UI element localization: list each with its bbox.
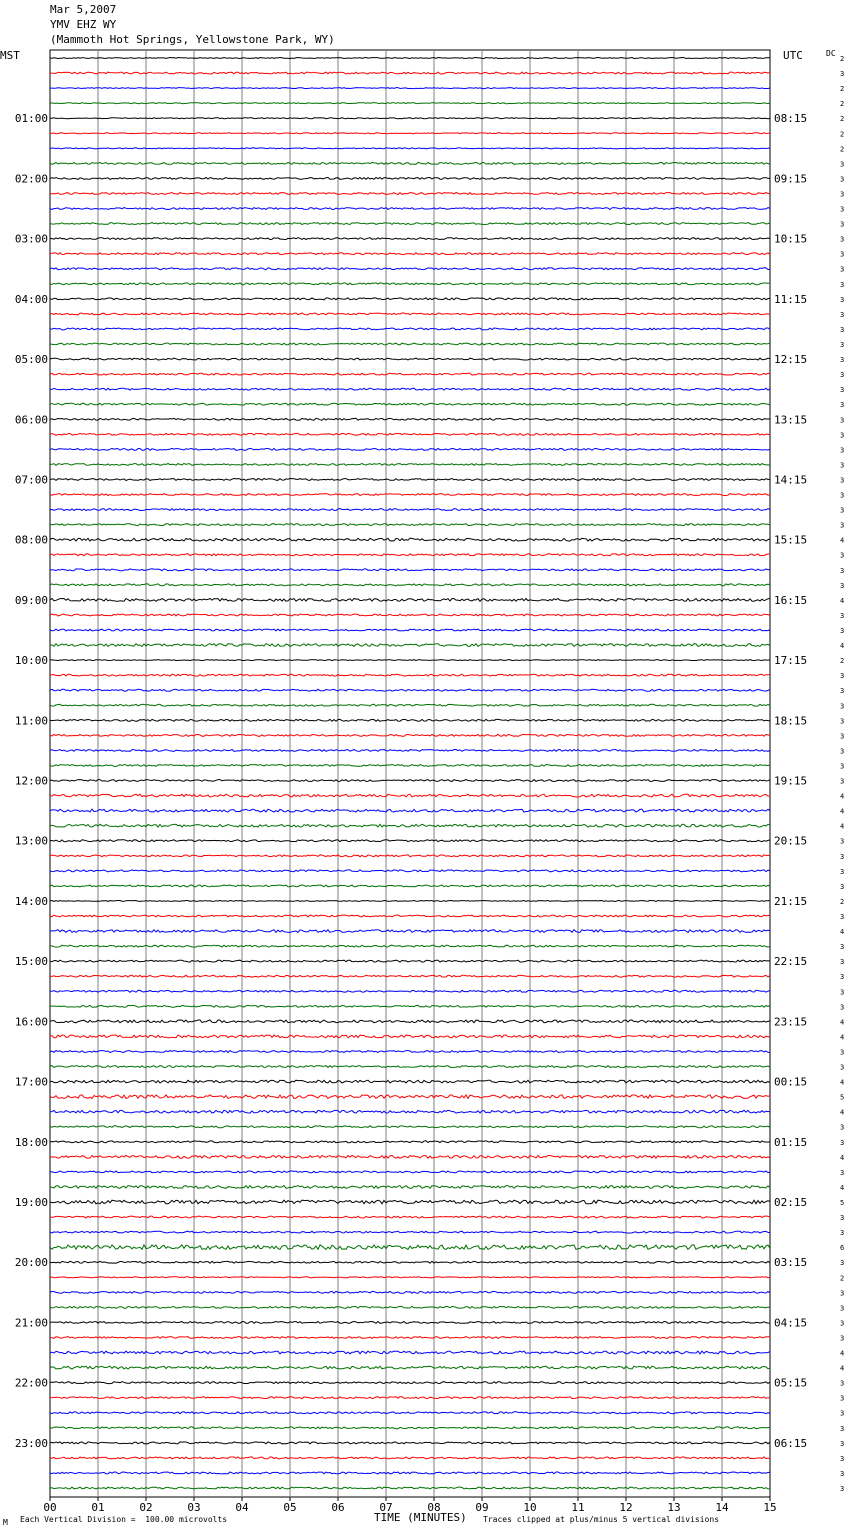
trace-line [50, 780, 770, 782]
dc-offset-value: 3 [840, 1394, 845, 1403]
utc-hour-label: 21:15 [774, 894, 808, 908]
trace-line [50, 1306, 770, 1308]
dc-offset-value: 3 [840, 762, 845, 771]
trace-line [50, 1277, 770, 1278]
trace-line [50, 885, 770, 887]
utc-hour-label: 01:15 [774, 1135, 808, 1149]
utc-hour-label: 09:15 [774, 172, 808, 186]
dc-offset-value: 3 [840, 1259, 845, 1268]
x-tick-label: 06 [331, 1501, 345, 1514]
mst-hour-label: 07:00 [14, 473, 48, 487]
utc-axis-label: UTC [783, 49, 803, 62]
trace-line [50, 538, 770, 541]
trace-line [50, 584, 770, 586]
dc-offset-value: 3 [840, 627, 845, 635]
dc-offset-value: 2 [840, 55, 845, 63]
mst-hour-label: 06:00 [14, 413, 48, 427]
x-tick-label: 05 [283, 1501, 297, 1514]
trace-line [50, 930, 770, 933]
dc-offset-value: 3 [840, 672, 845, 681]
mst-hour-label: 10:00 [14, 654, 48, 668]
dc-offset-value: 3 [840, 416, 845, 425]
scale-note: Each Vertical Division = 100.00 microvolts [20, 1515, 228, 1524]
dc-offset-value: 4 [840, 1018, 845, 1027]
trace-line [50, 915, 770, 917]
dc-offset-value: 4 [840, 1033, 845, 1042]
dc-offset-value: 3 [840, 205, 845, 214]
dc-offset-value: 3 [840, 1063, 845, 1072]
dc-offset-value: 3 [840, 1454, 845, 1463]
mst-hour-label: 04:00 [14, 292, 48, 306]
trace-line [50, 358, 770, 360]
trace-line [50, 72, 770, 74]
dc-offset-value: 3 [840, 521, 845, 530]
mst-hour-label: 02:00 [14, 172, 48, 186]
plot-frame [50, 50, 770, 1497]
mst-hour-label: 17:00 [14, 1075, 48, 1089]
dc-offset-value: 3 [840, 386, 845, 395]
dc-offset-value: 4 [840, 1078, 845, 1087]
x-tick-label: 02 [139, 1501, 153, 1514]
trace-line [50, 418, 770, 420]
trace-line [50, 1141, 770, 1143]
trace-line [50, 1337, 770, 1339]
x-tick-label: 11 [571, 1501, 585, 1514]
dc-offset-value: 5 [840, 1199, 845, 1207]
dc-offset-value: 3 [840, 310, 845, 319]
trace-line [50, 765, 770, 767]
mst-hour-label: 03:00 [14, 232, 48, 246]
trace-line [50, 840, 770, 842]
utc-hour-label: 11:15 [774, 292, 808, 306]
dc-offset-value: 3 [840, 446, 845, 455]
dc-offset-value: 3 [840, 1168, 845, 1177]
dc-offset-value: 4 [840, 1108, 845, 1117]
trace-line [50, 223, 770, 225]
station-label: YMV EHZ WY [50, 18, 117, 31]
trace-line [50, 1291, 770, 1293]
dc-offset-value: 3 [840, 988, 845, 997]
dc-offset-value: 3 [840, 867, 845, 876]
dc-offset-value: 3 [840, 1439, 845, 1448]
trace-line [50, 1095, 770, 1099]
trace-line [50, 1126, 770, 1128]
utc-hour-label: 08:15 [774, 112, 808, 126]
dc-offset-value: 3 [840, 852, 845, 861]
trace-line [50, 238, 770, 240]
x-tick-label: 00 [43, 1501, 57, 1514]
trace-line [50, 1005, 770, 1007]
x-tick-label: 13 [667, 1501, 681, 1514]
x-tick-label: 10 [523, 1501, 537, 1514]
dc-offset-value: 3 [840, 265, 845, 274]
dc-offset-value: 2 [840, 115, 845, 124]
utc-hour-label: 04:15 [774, 1316, 808, 1330]
dc-offset-value: 5 [840, 1093, 845, 1102]
dc-offset-value: 3 [840, 1138, 845, 1147]
dc-offset-value: 3 [840, 70, 845, 79]
utc-hour-label: 15:15 [774, 533, 808, 547]
trace-line [50, 990, 770, 992]
trace-line [50, 1457, 770, 1459]
trace-line [50, 524, 770, 526]
x-tick-label: 12 [619, 1501, 633, 1514]
dc-offset-value: 3 [840, 1409, 845, 1418]
dc-offset-value: 4 [840, 1349, 845, 1358]
utc-hour-label: 03:15 [774, 1256, 808, 1270]
trace-line [50, 433, 770, 435]
x-tick-label: 15 [763, 1501, 777, 1514]
trace-line [50, 1110, 770, 1113]
dc-offset-value: 3 [840, 1379, 845, 1388]
dc-offset-value: 2 [840, 130, 845, 139]
trace-line [50, 448, 770, 450]
trace-line [50, 479, 770, 481]
dc-offset-value: 3 [840, 973, 845, 982]
trace-line [50, 162, 770, 164]
dc-offset-value: 3 [840, 250, 845, 259]
utc-hour-label: 06:15 [774, 1436, 808, 1450]
dc-offset-value: 3 [840, 702, 845, 711]
trace-line [50, 599, 770, 602]
mst-hour-label: 22:00 [14, 1376, 48, 1390]
dc-offset-value: 3 [840, 371, 845, 380]
x-axis-label: TIME (MINUTES) [374, 1511, 467, 1524]
utc-hour-label: 02:15 [774, 1196, 808, 1209]
utc-hour-label: 17:15 [774, 654, 808, 668]
trace-line [50, 1245, 770, 1250]
date-label: Mar 5,2007 [50, 3, 117, 16]
trace-line [50, 809, 770, 812]
dc-offset-value: 3 [840, 581, 845, 590]
trace-line [50, 58, 770, 59]
dc-offset-value: 3 [840, 341, 845, 349]
x-tick-label: 14 [715, 1501, 729, 1514]
dc-offset-value: 3 [840, 220, 845, 229]
dc-offset-value: 3 [840, 551, 845, 560]
trace-line [50, 1472, 770, 1474]
dc-offset-value: 3 [840, 943, 845, 952]
dc-offset-value: 4 [840, 1364, 845, 1373]
trace-line [50, 689, 770, 691]
corner-mark: M [3, 1518, 8, 1527]
dc-offset-value: 3 [840, 1469, 845, 1478]
trace-line [50, 283, 770, 285]
trace-line [50, 103, 770, 104]
trace-line [50, 1412, 770, 1414]
trace-line [50, 464, 770, 466]
trace-line [50, 328, 770, 330]
mst-hour-label: 08:00 [14, 533, 48, 547]
location-label: (Mammoth Hot Springs, Yellowstone Park, WY) [50, 33, 335, 46]
dc-offset-value: 3 [840, 1334, 845, 1343]
utc-hour-label: 00:15 [774, 1075, 808, 1089]
x-tick-label: 08 [427, 1501, 441, 1514]
utc-hour-label: 14:15 [774, 473, 808, 487]
mst-hour-label: 21:00 [14, 1316, 48, 1330]
dc-offset-value: 3 [840, 476, 845, 485]
trace-line [50, 614, 770, 616]
dc-offset-value: 2 [840, 100, 845, 109]
trace-line [50, 88, 770, 89]
trace-line [50, 824, 770, 827]
dc-offset-value: 3 [840, 461, 845, 470]
dc-offset-value: 3 [840, 280, 845, 289]
dc-offset-value: 3 [840, 1424, 845, 1433]
dc-offset-value: 3 [840, 1003, 845, 1012]
trace-line [50, 1020, 770, 1023]
mst-hour-label: 19:00 [14, 1196, 48, 1209]
trace-line [50, 1156, 770, 1159]
trace-line [50, 118, 770, 119]
dc-offset-value: 4 [840, 536, 845, 545]
mst-hour-label: 18:00 [14, 1135, 48, 1149]
mst-hour-label: 16:00 [14, 1015, 48, 1029]
dc-offset-value: 2 [840, 1274, 845, 1283]
dc-offset-value: 3 [840, 611, 845, 620]
trace-line [50, 750, 770, 752]
dc-offset-value: 3 [840, 235, 845, 244]
dc-offset-value: 3 [840, 1304, 845, 1313]
dc-offset-value: 3 [840, 717, 845, 726]
dc-offset-value: 3 [840, 356, 845, 365]
dc-offset-value: 3 [840, 325, 845, 334]
dc-offset-value: 4 [840, 822, 845, 831]
dc-offset-value: 2 [840, 657, 845, 666]
mst-hour-label: 12:00 [14, 774, 48, 788]
trace-line [50, 855, 770, 857]
utc-hour-label: 23:15 [774, 1015, 808, 1029]
x-tick-label: 09 [475, 1501, 489, 1514]
dc-offset-value: 3 [840, 777, 845, 786]
trace-line [50, 494, 770, 496]
mst-hour-label: 09:00 [14, 593, 48, 607]
utc-hour-label: 12:15 [774, 353, 808, 367]
dc-offset-value: 3 [840, 566, 845, 575]
mst-hour-label: 13:00 [14, 834, 48, 848]
trace-line [50, 1427, 770, 1429]
mst-hour-label: 23:00 [14, 1436, 48, 1450]
dc-offset-value: 3 [840, 882, 845, 891]
trace-line [50, 674, 770, 676]
trace-line [50, 1261, 770, 1263]
trace-line [50, 1080, 770, 1083]
trace-line [50, 1397, 770, 1399]
mst-hour-label: 20:00 [14, 1256, 48, 1270]
trace-line [50, 554, 770, 556]
trace-line [50, 1322, 770, 1324]
mst-hour-label: 15:00 [14, 955, 48, 969]
x-tick-label: 07 [379, 1501, 393, 1514]
dc-offset-value: 3 [840, 732, 845, 741]
dc-offset-value: 4 [840, 928, 845, 937]
trace-line [50, 313, 770, 315]
x-tick-label: 04 [235, 1501, 249, 1514]
utc-hour-label: 05:15 [774, 1376, 808, 1390]
utc-hour-label: 19:15 [774, 774, 808, 788]
dc-offset-value: 3 [840, 295, 845, 304]
trace-line [50, 1051, 770, 1053]
trace-line [50, 1200, 770, 1204]
dc-offset-value: 3 [840, 431, 845, 440]
clip-note: Traces clipped at plus/minus 5 vertical divisions [483, 1515, 720, 1524]
dc-offset-value: 3 [840, 1319, 845, 1328]
x-tick-label: 01 [91, 1501, 105, 1514]
trace-line [50, 1216, 770, 1218]
dc-offset-value: 2 [840, 85, 845, 94]
trace-line [50, 193, 770, 195]
trace-line [50, 298, 770, 300]
trace-line [50, 403, 770, 405]
trace-line [50, 1366, 770, 1369]
utc-hour-label: 20:15 [774, 834, 808, 848]
trace-line [50, 133, 770, 134]
dc-offset-value: 3 [840, 1229, 845, 1238]
trace-line [50, 704, 770, 706]
dc-offset-value: 3 [840, 837, 845, 846]
mst-hour-label: 11:00 [14, 714, 48, 728]
utc-hour-label: 16:15 [774, 593, 808, 607]
utc-hour-label: 18:15 [774, 714, 808, 728]
dc-offset-value: 3 [840, 1048, 845, 1057]
trace-line [50, 870, 770, 872]
trace-line [50, 900, 770, 901]
trace-line [50, 178, 770, 180]
dc-offset-value: 3 [840, 1485, 845, 1493]
trace-line [50, 1066, 770, 1068]
dc-offset-value: 4 [840, 642, 845, 651]
dc-offset-value: 2 [840, 897, 845, 906]
trace-line [50, 343, 770, 345]
trace-line [50, 569, 770, 571]
dc-offset-value: 3 [840, 190, 845, 199]
dc-offset-value: 3 [840, 1123, 845, 1132]
mst-axis-label: MST [0, 49, 20, 62]
trace-line [50, 208, 770, 210]
utc-hour-label: 10:15 [774, 232, 808, 246]
utc-hour-label: 22:15 [774, 955, 808, 969]
dc-offset-value: 3 [840, 160, 845, 169]
dc-offset-value: 6 [840, 1244, 845, 1253]
x-tick-label: 03 [187, 1501, 201, 1514]
dc-offset-value: 3 [840, 401, 845, 410]
trace-line [50, 794, 770, 797]
trace-line [50, 373, 770, 375]
trace-line [50, 629, 770, 631]
dc-offset-value: 4 [840, 596, 845, 605]
trace-line [50, 960, 770, 962]
dc-offset-value: 4 [840, 792, 845, 801]
dc-offset-value: 2 [840, 145, 845, 154]
trace-line [50, 945, 770, 947]
trace-line [50, 388, 770, 390]
trace-line [50, 719, 770, 721]
dc-offset-value: 3 [840, 1214, 845, 1223]
trace-line [50, 660, 770, 661]
mst-hour-label: 14:00 [14, 894, 48, 908]
trace-line [50, 509, 770, 511]
dc-offset-value: 4 [840, 807, 845, 816]
trace-line [50, 1186, 770, 1189]
trace-line [50, 644, 770, 647]
trace-line [50, 253, 770, 255]
dc-offset-value: 4 [840, 1153, 845, 1162]
trace-line [50, 268, 770, 270]
trace-line [50, 148, 770, 149]
mst-hour-label: 01:00 [14, 112, 48, 126]
trace-line [50, 1231, 770, 1233]
dc-label: DC [826, 49, 836, 58]
trace-line [50, 1171, 770, 1173]
dc-offset-value: 3 [840, 175, 845, 184]
dc-offset-value: 3 [840, 958, 845, 967]
trace-line [50, 1487, 770, 1489]
trace-line [50, 734, 770, 736]
trace-line [50, 1382, 770, 1384]
utc-hour-label: 13:15 [774, 413, 808, 427]
dc-offset-value: 4 [840, 1183, 845, 1192]
dc-offset-value: 3 [840, 491, 845, 500]
trace-line [50, 975, 770, 977]
dc-offset-value: 3 [840, 747, 845, 756]
dc-offset-value: 3 [840, 506, 845, 515]
trace-line [50, 1035, 770, 1038]
dc-offset-value: 3 [840, 913, 845, 921]
trace-line [50, 1351, 770, 1354]
dc-offset-value: 3 [840, 1289, 845, 1298]
mst-hour-label: 05:00 [14, 353, 48, 367]
trace-line [50, 1442, 770, 1444]
dc-offset-value: 3 [840, 687, 845, 696]
